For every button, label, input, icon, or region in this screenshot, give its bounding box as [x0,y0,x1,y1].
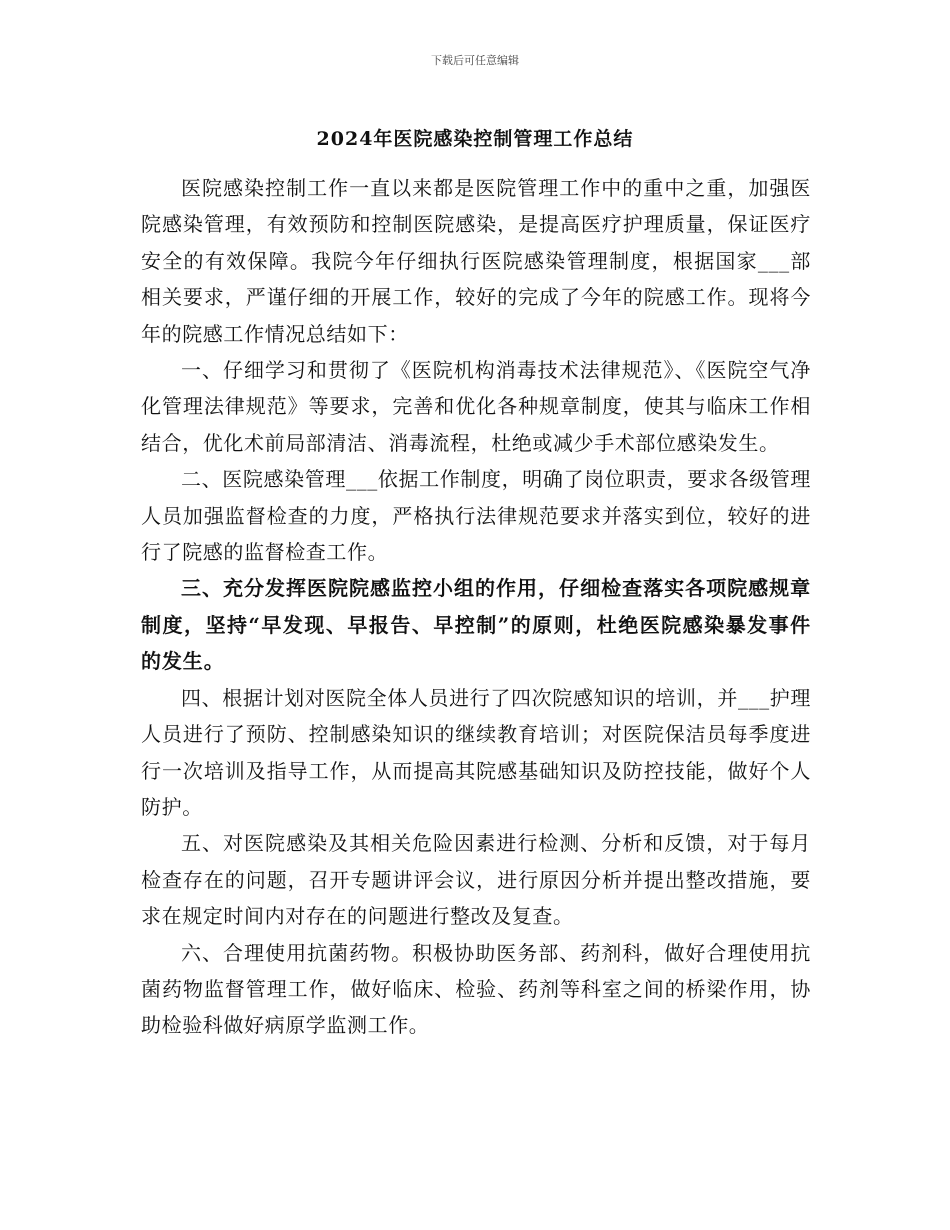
paragraph-item-6: 六、合理使用抗菌药物。积极协助医务部、药剂科，做好合理使用抗菌药物监督管理工作，做好临床、检验、药剂等科室之间的桥梁作用，协助检验科做好病原学监测工作。 [141,940,811,1038]
paragraph-item-5: 五、对医院感染及其相关危险因素进行检测、分析和反馈，对于每月检查存在的问题，召开专题讲评会议，进行原因分析并提出整改措施，要求在规定时间内对存在的问题进行整改及复查。 [141,831,811,929]
paragraph-intro: 医院感染控制工作一直以来都是医院管理工作中的重中之重，加强医院感染管理，有效预防和控制医院感染，是提高医疗护理质量，保证医疗安全的有效保障。我院今年仔细执行医院感染管理制度，根据国家___部相关要求，严谨仔细的开展工作，较好的完成了今年的院感工作。现将今年的院感工作情况总结如下： [141,176,811,346]
paragraph-item-1: 一、仔细学习和贯彻了《医院机构消毒技术法律规范》、《医院空气净化管理法律规范》等要求，完善和优化各种规章制度，使其与临床工作相结合，优化术前局部清洁、消毒流程，杜绝或减少手术部位感染发生。 [141,358,811,455]
header-note: 下载后可任意编辑 [431,54,519,67]
document-body [141,170,811,1044]
document-title: 2024年医院感染控制管理工作总结 [316,128,634,150]
paragraph-item-2: 二、医院感染管理___依据工作制度，明确了岗位职责，要求各级管理人员加强监督检查的力度，严格执行法律规范要求并落实到位，较好的进行了院感的监督检查工作。 [141,467,811,565]
paragraph-item-4: 四、根据计划对医院全体人员进行了四次院感知识的培训，并___护理人员进行了预防、控制感染知识的继续教育培训；对医院保洁员每季度进行一次培训及指导工作，从而提高其院感基础知识及防控技能，做好个人防护。 [141,685,811,819]
paragraph-item-3: 三、充分发挥医院院感监控小组的作用，仔细检查落实各项院感规章制度，坚持“早发现、早报告、早控制”的原则，杜绝医院感染暴发事件的发生。 [141,576,811,674]
